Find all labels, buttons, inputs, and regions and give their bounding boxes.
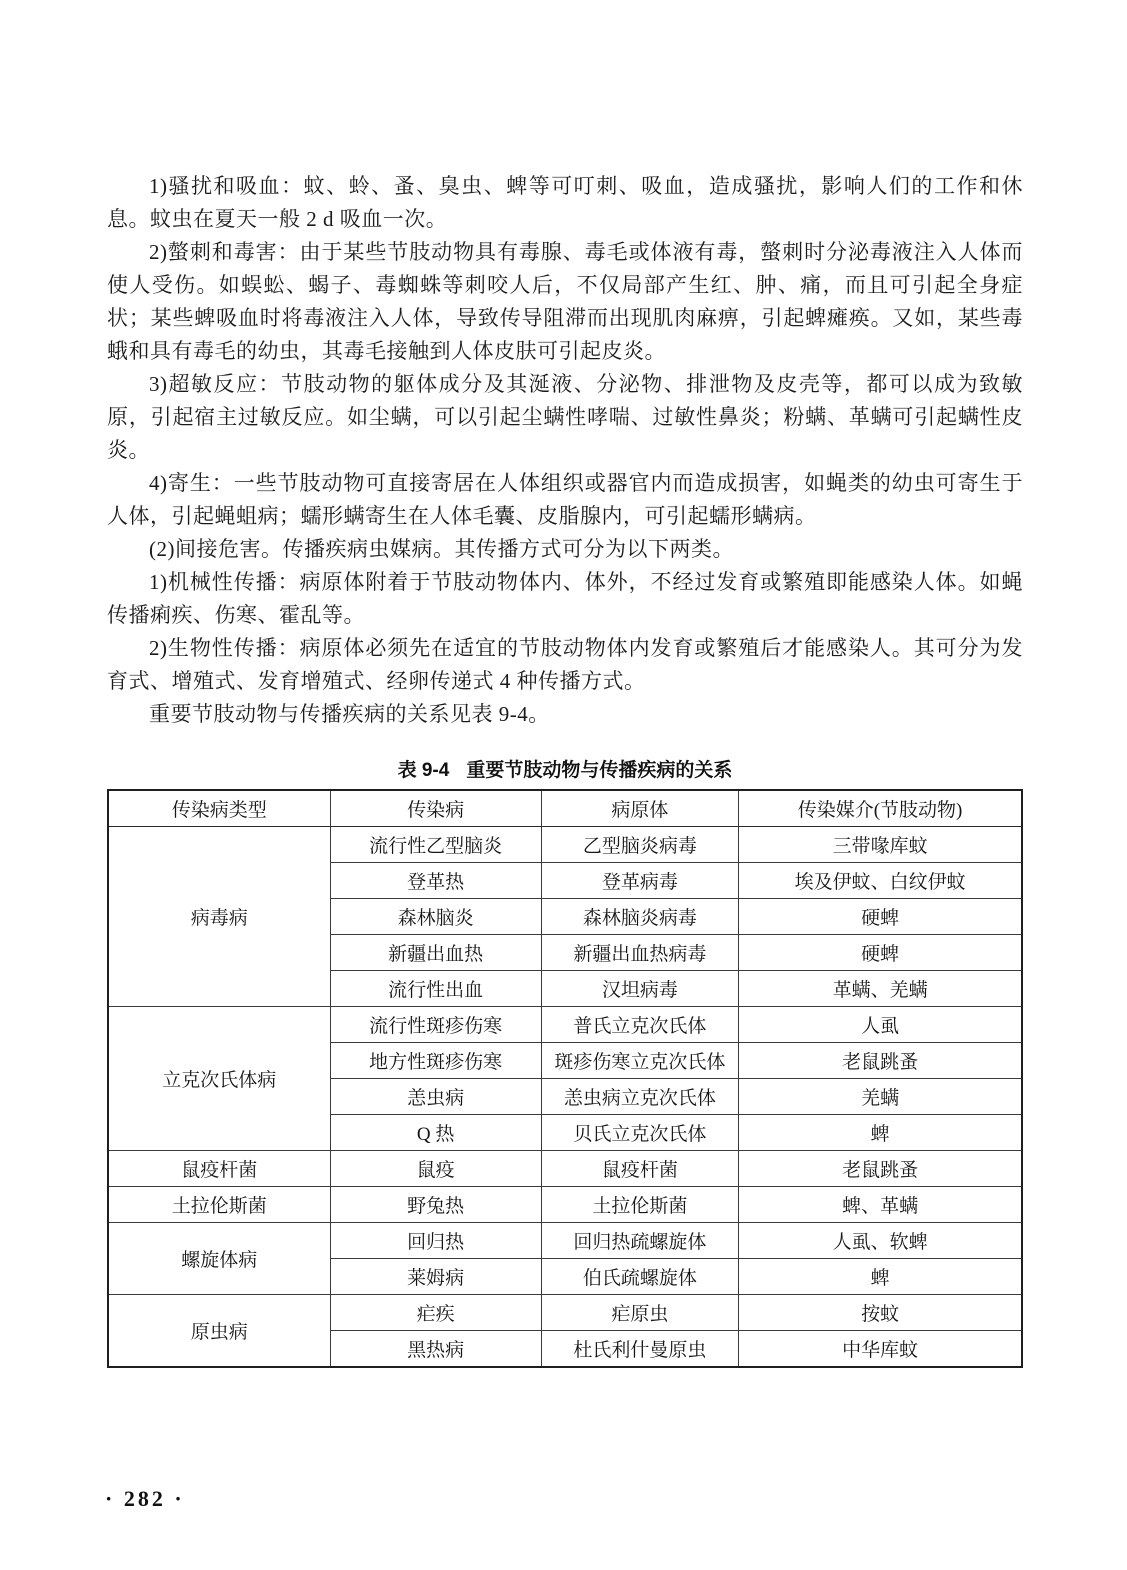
pathogen-cell: 杜氏利什曼原虫 [541,1331,738,1368]
pathogen-cell: 新疆出血热病毒 [541,935,738,971]
disease-cell: 地方性斑疹伤寒 [330,1043,541,1079]
disease-type-cell: 病毒病 [108,827,330,1007]
table-row [108,1223,1022,1259]
disease-type-cell: 螺旋体病 [108,1223,330,1295]
paragraph-hypersensitivity: 3)超敏反应：节肢动物的躯体成分及其涎液、分泌物、排泄物及皮壳等，都可以成为致敏原，引起宿主过敏反应。如尘螨，可以引起尘螨性哮喘、过敏性鼻炎；粉螨、革螨可引起螨性皮炎。 [107,372,1023,462]
paragraph-parasitism: 4)寄生：一些节肢动物可直接寄居在人体组织或器官内而造成损害，如蝇类的幼虫可寄生于人体，引起蝇蛆病；蠕形螨寄生在人体毛囊、皮脂腺内，可引起蠕形螨病。 [107,471,1023,528]
disease-cell: 莱姆病 [330,1259,541,1295]
table-row [108,827,1022,863]
disease-cell: 森林脑炎 [330,899,541,935]
vector-cell: 蜱、革螨 [739,1187,1022,1223]
paragraph-indirect-harm: (2)间接危害。传播疾病虫媒病。其传播方式可分为以下两类。 [149,537,734,561]
pathogen-cell: 登革病毒 [541,863,738,899]
pathogen-cell: 贝氏立克次氏体 [541,1115,738,1151]
disease-table-body [108,827,1022,1368]
vector-cell: 蜱 [739,1259,1022,1295]
table-row [108,1187,1022,1223]
vector-cell: 羌螨 [739,1079,1022,1115]
vector-cell: 老鼠跳蚤 [739,1151,1022,1187]
table-caption-text: 重要节肢动物与传播疾病的关系 [466,760,733,781]
vector-cell: 三带喙库蚊 [739,827,1022,863]
table-caption [107,755,1023,782]
pathogen-cell: 疟原虫 [541,1295,738,1331]
vector-cell: 硬蜱 [739,899,1022,935]
pathogen-cell: 回归热疏螺旋体 [541,1223,738,1259]
header-vector: 传染媒介(节肢动物) [739,790,1022,827]
disease-type-cell: 鼠疫杆菌 [108,1151,330,1187]
vector-cell: 中华库蚊 [739,1331,1022,1368]
vector-cell: 埃及伊蚊、白纹伊蚊 [739,863,1022,899]
arthropod-disease-table [107,789,1023,1368]
vector-cell: 蜱 [739,1115,1022,1151]
disease-cell: 鼠疫 [330,1151,541,1187]
paragraph-harassment-bloodsucking: 1)骚扰和吸血：蚊、蛉、蚤、臭虫、蜱等可叮刺、吸血，造成骚扰，影响人们的工作和休息。蚊虫在夏天一般 2 d 吸血一次。 [107,174,1023,231]
header-disease-type: 传染病类型 [108,790,330,827]
vector-cell: 人虱、软蜱 [739,1223,1022,1259]
disease-cell: 新疆出血热 [330,935,541,971]
disease-cell: 流行性出血 [330,971,541,1007]
pathogen-cell: 鼠疫杆菌 [541,1151,738,1187]
table-row [108,1007,1022,1043]
paragraph-mechanical-transmission: 1)机械性传播：病原体附着于节肢动物体内、体外，不经过发育或繁殖即能感染人体。如蝇传播痢疾、伤寒、霍乱等。 [107,570,1023,627]
disease-type-cell: 土拉伦斯菌 [108,1187,330,1223]
pathogen-cell: 恙虫病立克次氏体 [541,1079,738,1115]
pathogen-cell: 汉坦病毒 [541,971,738,1007]
page-content [107,170,1023,1368]
disease-cell: 黑热病 [330,1331,541,1368]
disease-type-cell: 立克次氏体病 [108,1007,330,1151]
pathogen-cell: 土拉伦斯菌 [541,1187,738,1223]
pathogen-cell: 森林脑炎病毒 [541,899,738,935]
table-caption-label: 表 9-4 [397,760,450,781]
table-row [108,1151,1022,1187]
header-disease: 传染病 [330,790,541,827]
table-row [108,1295,1022,1331]
disease-cell: 野兔热 [330,1187,541,1223]
vector-cell: 硬蜱 [739,935,1022,971]
paragraph-sting-poison: 2)螫刺和毒害：由于某些节肢动物具有毒腺、毒毛或体液有毒，螫刺时分泌毒液注入人体而使人受伤。如蜈蚣、蝎子、毒蜘蛛等刺咬人后，不仅局部产生红、肿、痛，而且可引起全身症状；某些蜱吸血时将毒液注入人体，导致传导阻滞而出现肌肉麻痹，引起蜱瘫痪。又如，某些毒蛾和具有毒毛的幼虫，其毒毛接触到人体皮肤可引起皮炎。 [107,240,1023,363]
paragraph-biological-transmission: 2)生物性传播：病原体必须先在适宜的节肢动物体内发育或繁殖后才能感染人。其可分为发育式、增殖式、发育增殖式、经卵传递式 4 种传播方式。 [107,636,1023,693]
disease-cell: 回归热 [330,1223,541,1259]
vector-cell: 按蚊 [739,1295,1022,1331]
disease-cell: 流行性斑疹伤寒 [330,1007,541,1043]
disease-type-cell: 原虫病 [108,1295,330,1368]
pathogen-cell: 普氏立克次氏体 [541,1007,738,1043]
disease-cell: 登革热 [330,863,541,899]
pathogen-cell: 斑疹伤寒立克次氏体 [541,1043,738,1079]
vector-cell: 革螨、羌螨 [739,971,1022,1007]
disease-cell: Q 热 [330,1115,541,1151]
pathogen-cell: 乙型脑炎病毒 [541,827,738,863]
header-pathogen: 病原体 [541,790,738,827]
disease-cell: 流行性乙型脑炎 [330,827,541,863]
paragraph-table-reference: 重要节肢动物与传播疾病的关系见表 9-4。 [149,702,550,726]
vector-cell: 人虱 [739,1007,1022,1043]
vector-cell: 老鼠跳蚤 [739,1043,1022,1079]
page-number: · 282 · [105,1486,185,1511]
pathogen-cell: 伯氏疏螺旋体 [541,1259,738,1295]
disease-cell: 疟疾 [330,1295,541,1331]
disease-cell: 恙虫病 [330,1079,541,1115]
table-header-row [108,790,1022,827]
